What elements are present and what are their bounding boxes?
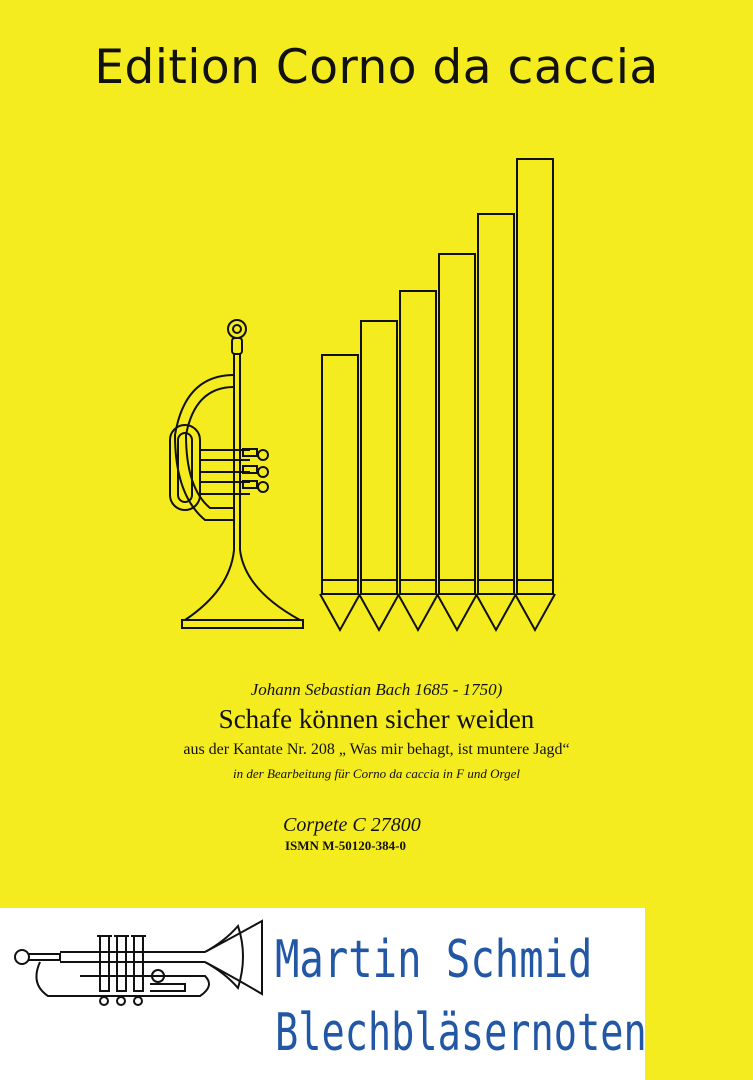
cantata-source: aus der Kantate Nr. 208 „ Was mir behagt, ist muntere Jagd“	[183, 741, 570, 758]
organ-pipes-icon	[320, 159, 555, 630]
work-title: Schafe können sicher weiden	[218, 704, 535, 734]
publisher-banner	[0, 908, 645, 1080]
arrangement-note: in der Bearbeitung für Corno da caccia in F und Orgel	[233, 766, 520, 781]
series-title: Edition Corno da caccia	[94, 40, 659, 95]
ismn-number: ISMN M-50120-384-0	[285, 838, 406, 853]
trumpet-logo-icon	[0, 916, 270, 1026]
publisher-name: Martin Schmid	[275, 930, 593, 990]
cover-illustration	[160, 150, 580, 640]
publisher-subtitle: Blechbläsernoten	[275, 1003, 647, 1063]
composer-line: Johann Sebastian Bach 1685 - 1750)	[250, 680, 503, 699]
catalog-number: Corpete C 27800	[283, 814, 421, 836]
corno-da-caccia-icon	[170, 320, 303, 628]
